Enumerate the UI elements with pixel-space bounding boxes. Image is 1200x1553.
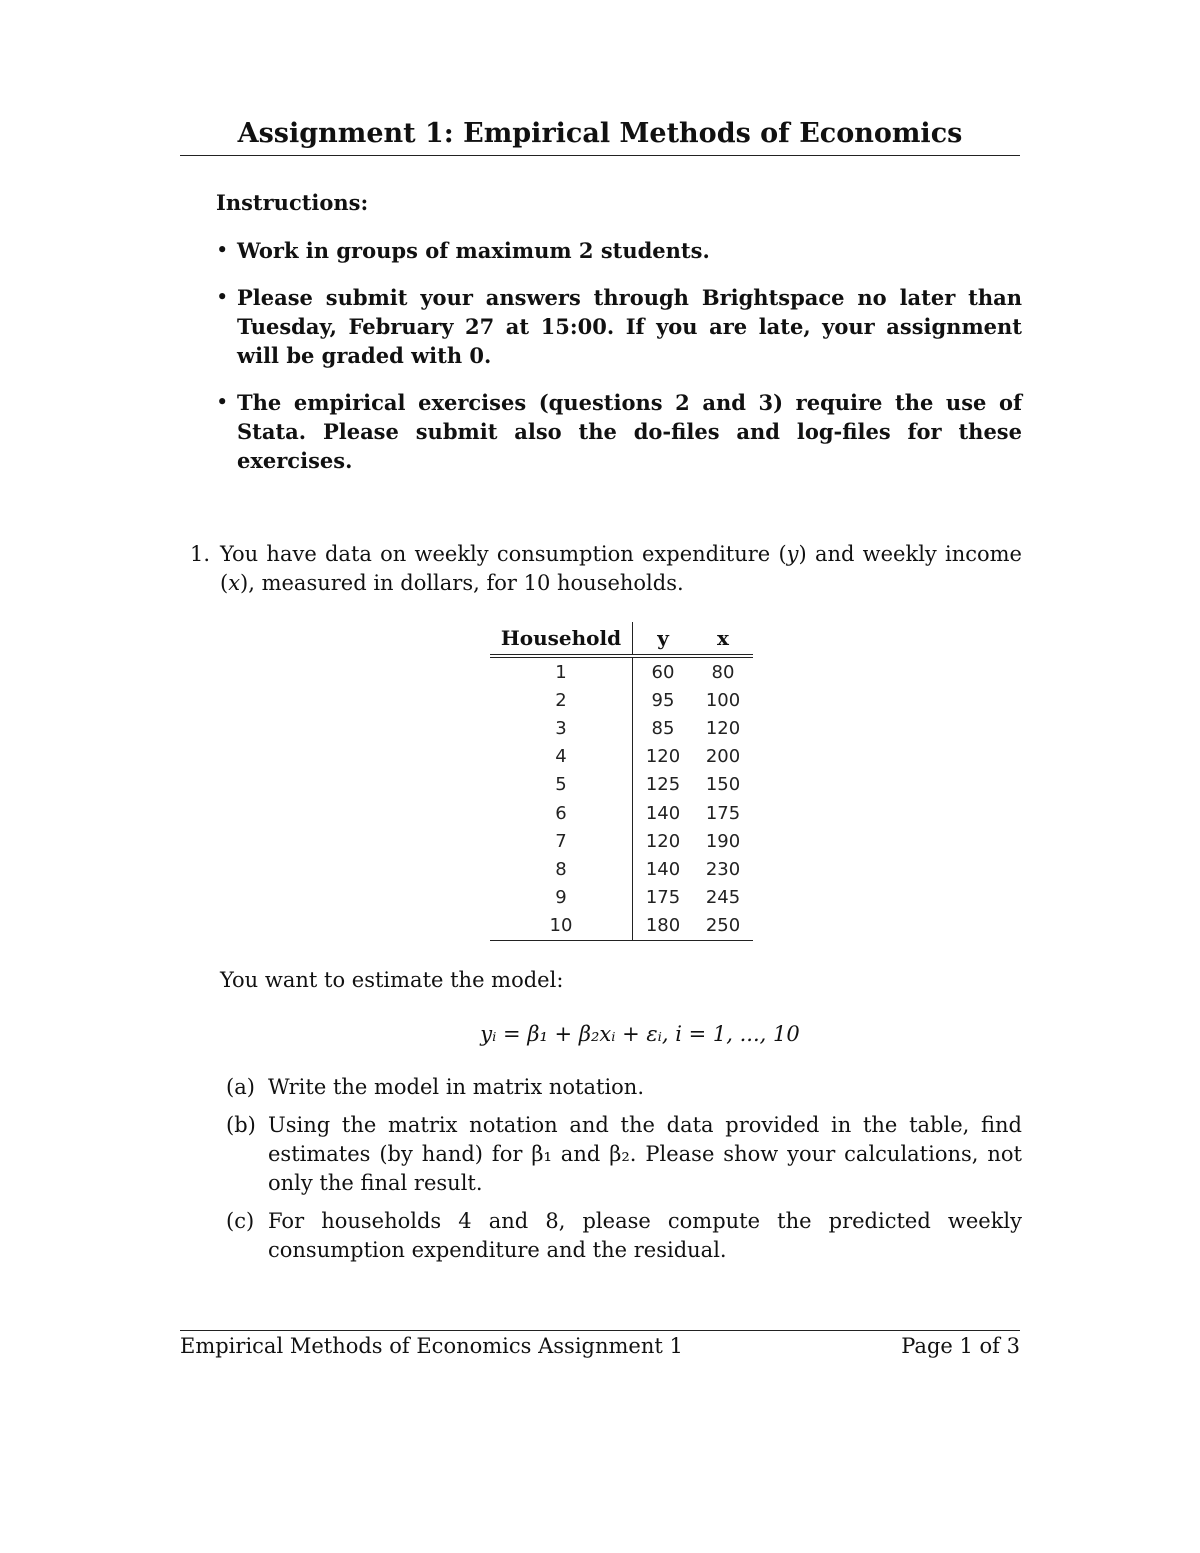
bullet-icon: • [216, 238, 229, 262]
instruction-item [216, 236, 1022, 265]
cell-household: 8 [490, 855, 633, 883]
title-rule [180, 155, 1020, 156]
table-row [490, 912, 753, 941]
table-row [490, 771, 753, 799]
table-row [490, 827, 753, 855]
table-row [490, 884, 753, 912]
page-number: Page 1 of 3 [901, 1334, 1020, 1358]
part-label: (a) [226, 1075, 255, 1099]
cell-household: 5 [490, 771, 633, 799]
cell-y: 60 [651, 661, 675, 683]
question-1 [190, 540, 1022, 598]
cell-household: 4 [490, 743, 633, 771]
instruction-text: The empirical exercises (questions 2 and 3) require the use of Stata. Please submit also the do-files and log-files for these exercises. [237, 390, 1022, 473]
question-part [226, 1111, 1022, 1198]
table-row [490, 656, 753, 686]
cell-household: 7 [490, 827, 633, 855]
cell-household: 10 [490, 912, 633, 941]
instruction-text: Work in groups of maximum 2 students. [237, 238, 710, 263]
cell-x: 100 [705, 689, 741, 711]
part-label: (c) [226, 1209, 255, 1233]
cell-x: 245 [705, 887, 741, 909]
cell-x: 200 [705, 746, 741, 768]
cell-household: 9 [490, 884, 633, 912]
table-row [490, 743, 753, 771]
footer-rule [180, 1330, 1020, 1331]
bullet-icon: • [216, 390, 229, 414]
question-part [226, 1073, 1022, 1102]
cell-y: 140 [645, 858, 681, 880]
intro-text: ) and weekly income ( [220, 542, 1022, 595]
cell-y: 120 [645, 830, 681, 852]
cell-x: 80 [711, 661, 735, 683]
cell-y: 85 [651, 717, 675, 739]
intro-text: ), measured in dollars, for 10 households. [240, 571, 684, 595]
variable-x: x [228, 571, 241, 595]
cell-y: 140 [645, 802, 681, 824]
cell-x: 190 [705, 830, 741, 852]
cell-y: 175 [645, 887, 681, 909]
header-household: Household [490, 622, 633, 656]
question-number: 1. [190, 542, 211, 566]
cell-household: 3 [490, 714, 633, 742]
cell-y: 180 [633, 912, 694, 941]
variable-y: y [786, 542, 799, 566]
model-equation: yᵢ = β₁ + β₂xᵢ + εᵢ, i = 1, ..., 10 [480, 1022, 800, 1046]
question-part [226, 1207, 1022, 1265]
cell-y: 95 [651, 689, 675, 711]
document-title: Assignment 1: Empirical Methods of Economics [237, 118, 963, 149]
cell-x: 120 [705, 717, 741, 739]
footer-title: Empirical Methods of Economics Assignment 1 [180, 1334, 683, 1358]
bullet-icon: • [216, 285, 229, 309]
household-data-table [490, 622, 753, 941]
question-intro [220, 540, 1022, 598]
cell-household: 6 [490, 799, 633, 827]
table-row [490, 714, 753, 742]
table-row [490, 855, 753, 883]
cell-y: 120 [645, 746, 681, 768]
instruction-item [216, 283, 1022, 370]
cell-y: 125 [645, 774, 681, 796]
cell-x: 150 [705, 774, 741, 796]
instruction-text: Please submit your answers through Brightspace no later than Tuesday, February 27 at 15:00. If you are late, your assignment will be graded with 0. [237, 285, 1022, 368]
instructions-heading: Instructions: [216, 190, 369, 215]
cell-x: 250 [693, 912, 753, 941]
part-label: (b) [226, 1113, 256, 1137]
table-row [490, 799, 753, 827]
cell-household: 1 [490, 656, 633, 686]
header-y: y [633, 622, 694, 656]
part-text: For households 4 and 8, please compute the predicted weekly consumption expenditure and the residual. [268, 1209, 1022, 1262]
header-x: x [693, 622, 753, 656]
table-row [490, 686, 753, 714]
part-text: Using the matrix notation and the data provided in the table, find estimates (by hand) for β₁ and β₂. Please show your calculations, not only the final result. [268, 1113, 1022, 1195]
instruction-item [216, 388, 1022, 475]
intro-text: You have data on weekly consumption expenditure ( [220, 542, 787, 566]
question-parts [226, 1073, 1022, 1274]
estimate-prompt: You want to estimate the model: [220, 968, 564, 992]
cell-x: 230 [705, 858, 741, 880]
table-header-row [490, 622, 753, 656]
instructions-list [216, 236, 1022, 493]
part-text: Write the model in matrix notation. [268, 1075, 645, 1099]
cell-x: 175 [705, 802, 741, 824]
cell-household: 2 [490, 686, 633, 714]
